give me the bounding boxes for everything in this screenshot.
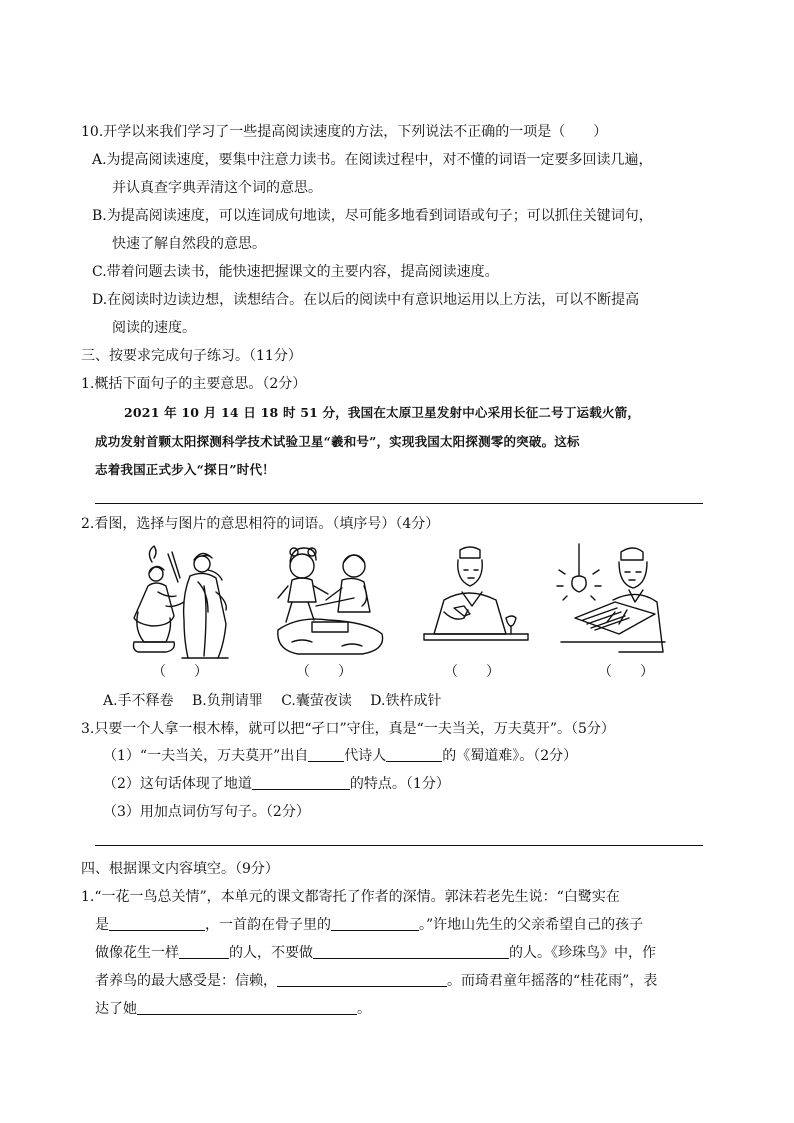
blank-5[interactable] <box>277 972 447 987</box>
q10-option-c: C.带着问题去读书，能快速把握课文的主要内容，提高阅读速度。 <box>92 264 499 280</box>
s3-q2-options: A.手不释卷 B.负荆请罪 C.囊萤夜读 D.铁杵成针 <box>103 693 442 709</box>
s4-q1-line3: 做像花生一样 的人，不要做 的人。《珍珠鸟》中，作 <box>95 945 656 961</box>
s3-q3-sub3: （3）用加点词仿写句子。（2分） <box>103 804 310 820</box>
q10-option-a-line1: A.为提高阅读速度，要集中注意力读书。在阅读过程中，对不懂的词语一定要多回读几遍， <box>92 152 653 168</box>
s4-q1-line5: 达了她 。 <box>95 1001 371 1017</box>
picture-4 <box>555 542 670 660</box>
picture-3 <box>420 542 532 660</box>
picture-1 <box>128 542 246 660</box>
blank-poet[interactable] <box>386 747 442 762</box>
s3-q1-passage-line3: 志着我国正式步入“探日”时代！ <box>95 462 275 477</box>
q10-option-d-line2: 阅读的速度。 <box>112 320 196 336</box>
picture-3-answer-paren[interactable]: （ ） <box>444 664 500 680</box>
picture-1-answer-paren[interactable]: （ ） <box>152 664 208 680</box>
blank-dynasty[interactable] <box>308 747 344 762</box>
s3-q1-passage-line1: 2021 年 10 月 14 日 18 时 51 分，我国在太原卫星发射中心采用长征二号丁运载火箭， <box>124 405 641 420</box>
answer-line[interactable] <box>95 503 703 504</box>
q10-option-b-line2: 快速了解自然段的意思。 <box>112 236 266 252</box>
picture-4-answer-paren[interactable]: （ ） <box>598 664 654 680</box>
q10-option-a-line2: 并认真查字典弄清这个词的意思。 <box>112 180 322 196</box>
blank-4[interactable] <box>313 944 509 959</box>
s3-q3-sub2: （2）这句话体现了地道 的特点。（1分） <box>103 776 450 792</box>
s4-q1-line4: 者养鸟的最大感受是：信赖， 。而琦君童年摇落的“桂花雨”，表 <box>95 973 658 989</box>
blank-1[interactable] <box>109 916 205 931</box>
s3-q1-stem: 1.概括下面句子的主要意思。（2分） <box>81 376 307 392</box>
section4-title: 四、根据课文内容填空。（9分） <box>81 861 279 877</box>
s3-q3-sub1: （1）“一夫当关，万夫莫开”出自 代诗人 的《蜀道难》。（2分） <box>103 748 578 764</box>
s3-q1-passage-line2: 成功发射首颗太阳探测科学技术试验卫星“羲和号”，实现我国太阳探测零的突破。这标 <box>95 434 580 449</box>
blank-feature[interactable] <box>252 775 350 790</box>
q10-stem: 10.开学以来我们学习了一些提高阅读速度的方法，下列说法不正确的一项是（ ） <box>81 124 608 140</box>
s4-q1-line2: 是 ，一首韵在骨子里的 。”许地山先生的父亲希望自己的孩子 <box>95 917 644 933</box>
blank-2[interactable] <box>331 916 419 931</box>
answer-line[interactable] <box>95 845 703 846</box>
s3-q3-stem: 3.只要一个人拿一根木棒，就可以把“孑口”守住，真是“一夫当关，万夫莫开”。（5分） <box>81 721 615 737</box>
blank-6[interactable] <box>137 1000 357 1015</box>
s3-q2-stem: 2.看图，选择与图片的意思相符的词语。（填序号）（4分） <box>81 516 440 532</box>
section3-title: 三、按要求完成句子练习。（11分） <box>81 348 302 364</box>
picture-2-answer-paren[interactable]: （ ） <box>296 664 352 680</box>
s4-q1-line1: 1.“一花一鸟总关情”，本单元的课文都寄托了作者的深情。郭沫若老先生说：“白鹭实在 <box>81 889 620 905</box>
blank-3[interactable] <box>179 944 229 959</box>
q10-option-b-line1: B.为提高阅读速度，可以连词成句地读，尽可能多地看到词语或句子；可以抓住关键词句， <box>92 208 653 224</box>
picture-2 <box>272 542 387 660</box>
q10-option-d-line1: D.在阅读时边读边想，读想结合。在以后的阅读中有意识地运用以上方法，可以不断提高 <box>92 292 640 308</box>
